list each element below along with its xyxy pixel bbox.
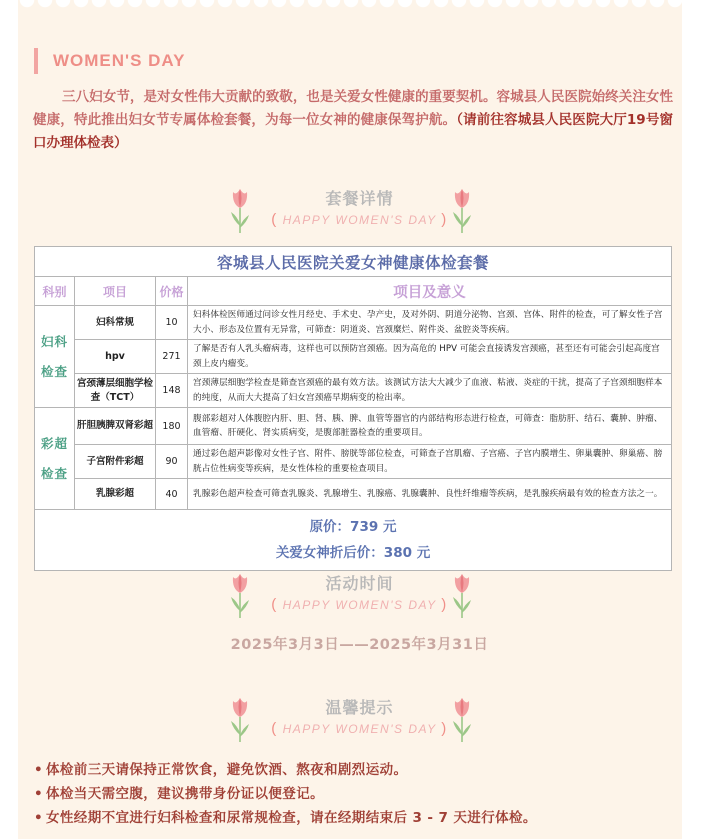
item-description: 妇科体检医师通过问诊女性月经史、手术史、孕产史，及对外阴、阴道分泌物、宫颈、宫体、附件的检查，可了解女性子宫大小、形态及位置有无异常，可筛查：阴道炎、宫颈糜烂、附件炎、盆腔炎等疾病。 [188,306,672,340]
womens-day-heading: WOMEN'S DAY [34,48,185,74]
section-details-subtitle-text: HAPPY WOMEN'S DAY [282,213,437,227]
section-time-header [0,571,719,623]
item-name: hpv [75,340,156,374]
bullet-dot-icon: • [34,762,44,778]
item-description: 了解是否有人乳头瘤病毒，这样也可以预防宫颈癌。因为高危的 HPV 可能会直接诱发宫颈癌，甚至还有可能会引起高度宫颈上皮内瘤变。 [188,340,672,374]
item-name: 乳腺彩超 [75,479,156,510]
table-title: 容城县人民医院关爱女神健康体检套餐 [35,247,672,277]
table-row [35,374,672,408]
category-line: 彩超 [40,435,68,451]
category-line: 检查 [40,465,68,481]
tip-text: 女性经期不宜进行妇科检查和尿常规检查，请在经期结束后 3 - 7 天进行体检。 [46,810,537,826]
section-tips-subtitle-text: HAPPY WOMEN'S DAY [282,722,437,736]
table-row [35,306,672,340]
section-time-subtitle-text: HAPPY WOMEN'S DAY [282,598,437,612]
header-item: 项目 [75,277,156,306]
discount-price: 关爱女神折后价：380 元 [275,545,431,561]
item-name: 宫颈薄层细胞学检查（TCT） [75,374,156,408]
item-description: 腹部彩超对人体腹腔内肝、胆、肾、胰、脾、血管等器官的内部结构形态进行检查，可筛查：脂肪肝、结石、囊肿、肿瘤、血管瘤、肝硬化、肾实质病变，是腹部脏器检查的重要项目。 [188,408,672,445]
section-tips-subtitle: ( HAPPY WOMEN'S DAY ) [271,720,448,737]
scalloped-edge [18,0,682,12]
section-tips-title: 温馨提示 [325,698,394,717]
header-category: 科别 [35,277,75,306]
section-details-header [0,186,719,238]
item-price: 10 [156,306,188,340]
category-gynecology [35,306,75,408]
category-line: 检查 [40,363,68,379]
item-description: 乳腺彩色超声检查可筛查乳腺炎、乳腺增生、乳腺癌、乳腺囊肿、良性纤维瘤等疾病，是乳腺疾病最有效的检查方法之一。 [188,479,672,510]
item-price: 271 [156,340,188,374]
item-name: 肝胆胰脾双肾彩超 [75,408,156,445]
header-price: 价格 [156,277,188,306]
bullet-dot-icon: • [34,786,44,802]
tips-list [34,758,537,830]
section-time-title: 活动时间 [325,574,394,593]
tip-text: 体检当天需空腹，建议携带身份证以便登记。 [46,786,324,802]
item-name: 妇科常规 [75,306,156,340]
list-item [34,806,537,830]
table-row [35,445,672,479]
intro-text: 三八妇女节，是对女性伟大贡献的致敬，也是关爱女性健康的重要契机。容城县人民医院始终关注女性健康，特此推出妇女节专属体检套餐，为每一位女神的健康保驾护航。 [33,89,673,128]
price-summary [35,510,672,571]
bullet-dot-icon: • [34,810,44,826]
item-description: 宫颈薄层细胞学检查是筛查宫颈癌的最有效方法。该测试方法大大减少了血液、粘液、炎症的干扰，提高了子宫颈细胞样本的纯度，从而大大提高了妇女宫颈癌早期病变的检出率。 [188,374,672,408]
section-details-subtitle: ( HAPPY WOMEN'S DAY ) [271,211,448,228]
table-row [35,340,672,374]
table-row [35,408,672,445]
category-line: 妇科 [40,333,68,349]
section-tips-header [0,695,719,747]
category-ultrasound [35,408,75,510]
table-row [35,479,672,510]
intro-paragraph [33,86,673,155]
item-price: 148 [156,374,188,408]
item-price: 180 [156,408,188,445]
package-table [34,246,672,571]
item-name: 子宫附件彩超 [75,445,156,479]
intro-highlight: （请前往容城县人民医院大厅19号窗口办理体检表） [33,112,673,151]
header-meaning: 项目及意义 [188,277,672,306]
item-price: 90 [156,445,188,479]
event-date-range: 2025年3月3日——2025年3月31日 [230,637,489,653]
section-time-subtitle: ( HAPPY WOMEN'S DAY ) [271,596,448,613]
original-price: 原价：739 元 [309,519,397,535]
list-item [34,758,537,782]
item-price: 40 [156,479,188,510]
list-item [34,782,537,806]
tip-text: 体检前三天请保持正常饮食，避免饮酒、熬夜和剧烈运动。 [46,762,408,778]
section-details-title: 套餐详情 [325,189,394,208]
item-description: 通过彩色超声影像对女性子宫、附件、膀胱等部位检查，可筛查子宫肌瘤、子宫癌、子宫内膜增生、卵巢囊肿、卵巢癌、膀胱占位性病变等疾病，是女性体检的重要检查项目。 [188,445,672,479]
